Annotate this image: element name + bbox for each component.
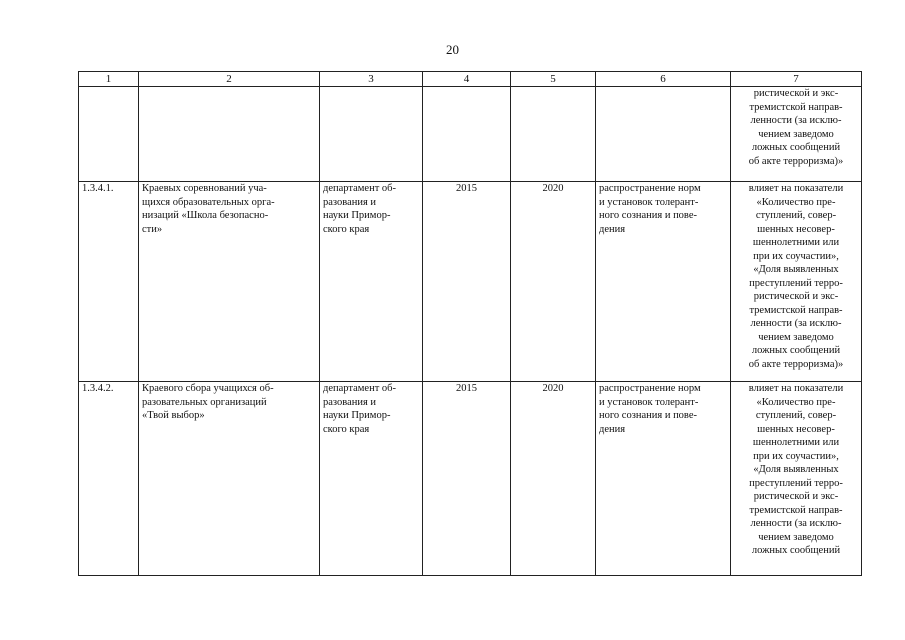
column-header-4: 4: [423, 72, 511, 87]
cell-number: [79, 182, 139, 382]
row-number: 1.3.4.2.: [82, 383, 114, 394]
table-row: [79, 182, 862, 382]
measures-table: [78, 71, 862, 576]
column-header-3: 3: [320, 72, 423, 87]
cell-empty: [596, 87, 731, 182]
executor-text: департамент об- разования и науки Примор- ского края: [323, 383, 396, 435]
page-number: 20: [446, 42, 459, 57]
cell-start-year: [423, 382, 511, 576]
row-number: 1.3.4.1.: [82, 183, 114, 194]
cell-number: [79, 382, 139, 576]
end-year: 2020: [542, 183, 564, 194]
column-header-6: 6: [596, 72, 731, 87]
indicator-text: влияет на показатели «Количество пре- ступлений, совер- шенных несовер- шеннолетними или при их соучастии», «Доля выявленных преступлений терро- ристической и экс- тремистской направ- ленности (за исклю- чением заведомо ложных сообщений об акте терроризма)»: [748, 183, 844, 370]
cell-indicator: [731, 382, 862, 576]
executor-text: департамент об- разования и науки Примор- ского края: [323, 183, 396, 235]
column-header-5: 5: [511, 72, 596, 87]
cell-executor: [320, 182, 423, 382]
column-header-2: 2: [139, 72, 320, 87]
cell-measure-name: [139, 182, 320, 382]
start-year: 2015: [456, 383, 477, 394]
cell-executor: [320, 382, 423, 576]
cell-empty: [139, 87, 320, 182]
indicator-text: влияет на показатели «Количество пре- ступлений, совер- шенных несовер- шеннолетними или при их соучастии», «Доля выявленных преступлений терро- ристической и экс- тремистской направ- ленности (за исклю- чением заведомо ложных сообщений: [748, 383, 844, 556]
table-row: [79, 382, 862, 576]
cell-end-year: [511, 382, 596, 576]
table-row-continuation: [79, 87, 862, 182]
indicator-text: ристической и экс- тремистской направ- ленности (за исклю- чением заведомо ложных сообщений об акте терроризма)»: [748, 88, 844, 167]
start-year: 2015: [456, 183, 477, 194]
end-year: 2020: [542, 383, 564, 394]
expected-result: распространение норм и установок толерант- ного сознания и пове- дения: [599, 183, 701, 235]
cell-expected-result: [596, 382, 731, 576]
table-header: [79, 72, 862, 87]
measure-name: Краевых соревнований уча- щихся образовательных орга- низаций «Школа безопасно- сти»: [142, 183, 275, 235]
cell-empty: [320, 87, 423, 182]
cell-start-year: [423, 182, 511, 382]
cell-empty: [423, 87, 511, 182]
cell-measure-name: [139, 382, 320, 576]
cell-expected-result: [596, 182, 731, 382]
column-header-1: 1: [79, 72, 139, 87]
cell-empty: [79, 87, 139, 182]
cell-indicator: [731, 182, 862, 382]
measure-name: Краевого сбора учащихся об- разовательных организаций «Твой выбор»: [142, 383, 274, 421]
cell-end-year: [511, 182, 596, 382]
expected-result: распространение норм и установок толерант- ного сознания и пове- дения: [599, 383, 701, 435]
column-header-7: 7: [731, 72, 862, 87]
cell-empty: [511, 87, 596, 182]
cell-indicator: [731, 87, 862, 182]
